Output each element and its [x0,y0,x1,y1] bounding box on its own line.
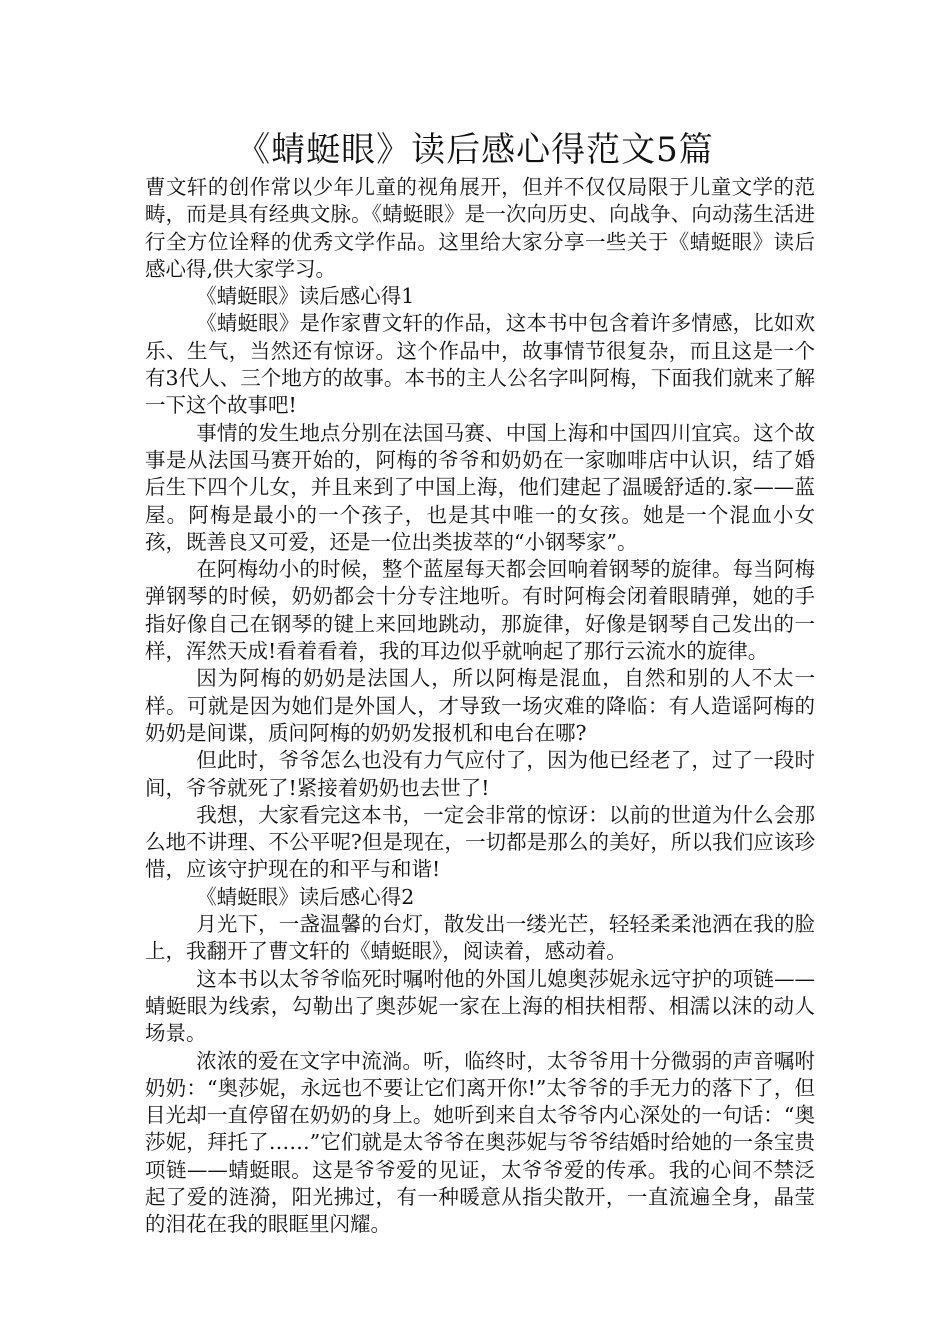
document-body [145,174,815,1239]
section-1-paragraph: 在阿梅幼小的时候，整个蓝屋每天都会回响着钢琴的旋律。每当阿梅弹钢琴的时候，奶奶都会十分专注地听。有时阿梅会闭着眼睛弹，她的手指好像自己在钢琴的键上来回地跳动，那旋律，好像是钢琴自己发出的一样，浑然天成!看着看着，我的耳边似乎就响起了那行云流水的旋律。 [145,557,815,664]
section-2-heading: 《蜻蜓眼》读后感心得2 [196,884,415,909]
section-1-paragraph: 事情的发生地点分别在法国马赛、中国上海和中国四川宜宾。这个故事是从法国马赛开始的，阿梅的爷爷和奶奶在一家咖啡店中认识，结了婚后生下四个儿女，并且来到了中国上海，他们建起了温暖舒适的.家——蓝屋。阿梅是最小的一个孩子，也是其中唯一的女孩。她是一个混血小女孩，既善良又可爱，还是一位出类拔萃的“小钢琴家”。 [145,420,815,554]
section-2-paragraph: 这本书以太爷爷临死时嘱咐他的外国儿媳奥莎妮永远守护的项链——蜻蜓眼为线索，勾勒出了奥莎妮一家在上海的相扶相帮、相濡以沫的动人场景。 [145,966,815,1046]
document-title: 《蜻蜓眼》读后感心得范文5篇 [236,130,714,170]
section-1-paragraph: 《蜻蜓眼》是作家曹文轩的作品，这本书中包含着许多情感，比如欢乐、生气，当然还有惊讶。这个作品中，故事情节很复杂，而且这是一个有3代人、三个地方的故事。本书的主人公名字叫阿梅，下面我们就来了解一下这个故事吧! [145,311,815,418]
section-2-paragraph: 月光下，一盏温馨的台灯，散发出一缕光芒，轻轻柔柔池洒在我的脸上，我翻开了曹文轩的《蜻蜓眼》，阅读着，感动着。 [145,912,815,964]
section-1-paragraph: 因为阿梅的奶奶是法国人，所以阿梅是混血，自然和别的人不太一样。可就是因为她们是外国人，才导致一场灾难的降临：有人造谣阿梅的奶奶是间谍，质问阿梅的奶奶发报机和电台在哪? [145,666,815,745]
section-2-paragraph: 浓浓的爱在文字中流淌。听，临终时，太爷爷用十分微弱的声音嘱咐奶奶：“奥莎妮，永远也不要让它们离开你!”太爷爷的手无力的落下了，但目光却一直停留在奶奶的身上。她听到来自太爷爷内心深处的一句话：“奥莎妮，拜托了……”它们就是太爷爷在奥莎妮与爷爷结婚时给她的一条宝贵项链——蜻蜓眼。这是爷爷爱的见证，太爷爷爱的传承。我的心间不禁泛起了爱的涟漪，阳光拂过，有一种暖意从指尖散开，一直流遍全身，晶莹的泪花在我的眼眶里闪耀。 [145,1048,815,1237]
intro-paragraph: 曹文轩的创作常以少年儿童的视角展开，但并不仅仅局限于儿童文学的范畴，而是具有经典文脉。《蜻蜓眼》是一次向历史、向战争、向动荡生活进行全方位诠释的优秀文学作品。这里给大家分享一些关于《蜻蜓眼》读后感心得,供大家学习。 [145,175,815,281]
section-1-paragraph: 但此时，爷爷怎么也没有力气应付了，因为他已经老了，过了一段时间，爷爷就死了!紧接着奶奶也去世了! [145,748,815,800]
section-1-paragraph: 我想，大家看完这本书，一定会非常的惊讶：以前的世道为什么会那么地不讲理、不公平呢?但是现在，一切都是那么的美好，所以我们应该珍惜，应该守护现在的和平与和谐! [145,802,815,882]
section-1-heading: 《蜻蜓眼》读后感心得1 [196,284,415,309]
